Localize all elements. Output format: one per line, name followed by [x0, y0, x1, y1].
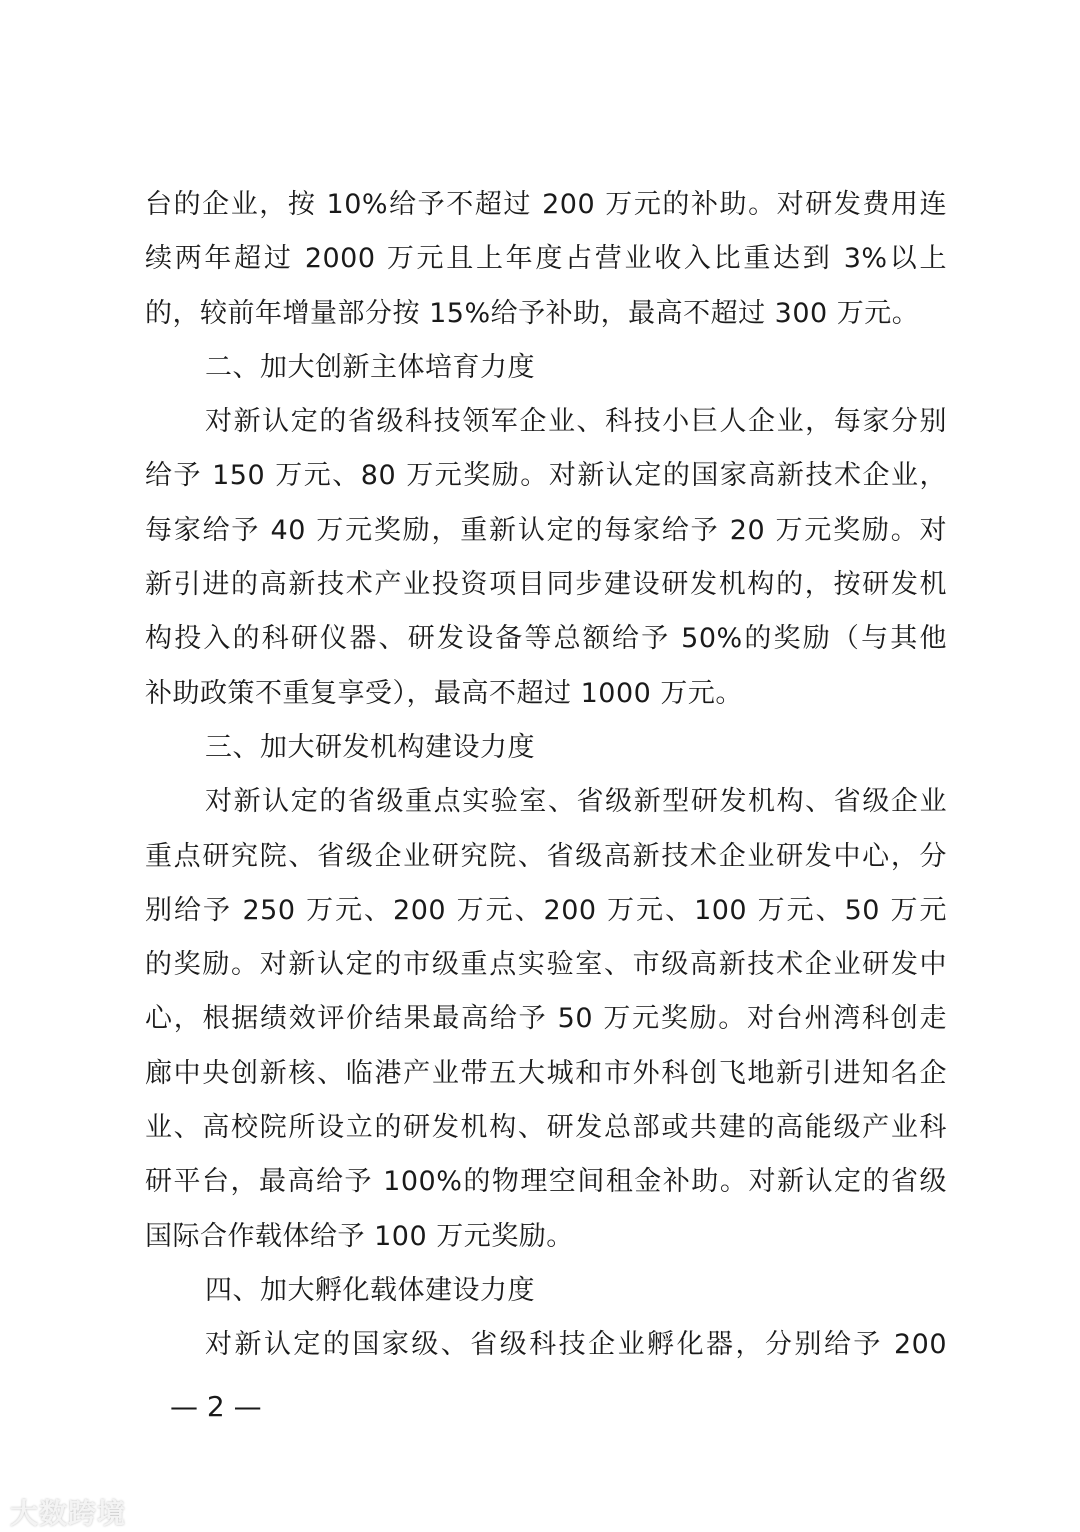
page-number: — 2 — [170, 1390, 262, 1423]
section-heading: 二、加大创新主体培育力度 [205, 351, 535, 383]
text-line: 构投入的科研仪器、研发设备等总额给予 50%的奖励（与其他 [145, 623, 947, 655]
text-line: 国际合作载体给予 100 万元奖励。 [145, 1220, 574, 1252]
text-line: 的，较前年增量部分按 15%给予补助，最高不超过 300 万元。 [145, 297, 920, 329]
document-body [145, 183, 947, 1378]
text-line: 补助政策不重复享受），最高不超过 1000 万元。 [145, 677, 743, 709]
text-line: 重点研究院、省级企业研究院、省级高新技术企业研发中心，分 [145, 840, 947, 872]
text-line: 每家给予 40 万元奖励，重新认定的每家给予 20 万元奖励。对 [145, 514, 947, 546]
section-heading: 三、加大研发机构建设力度 [205, 731, 535, 763]
text-line: 的奖励。对新认定的市级重点实验室、市级高新技术企业研发中 [145, 949, 947, 981]
text-line: 心，根据绩效评价结果最高给予 50 万元奖励。对台州湾科创走 [145, 1003, 947, 1035]
text-line: 对新认定的省级科技领军企业、科技小巨人企业，每家分别 [205, 406, 947, 438]
text-line: 台的企业，按 10%给予不超过 200 万元的补助。对研发费用连 [145, 189, 947, 220]
text-line: 研平台，最高给予 100%的物理空间租金补助。对新认定的省级 [145, 1166, 947, 1198]
text-line: 续两年超过 2000 万元且上年度占营业收入比重达到 3%以上 [145, 243, 947, 275]
text-line: 对新认定的省级重点实验室、省级新型研发机构、省级企业 [205, 786, 947, 818]
text-line: 业、高校院所设立的研发机构、研发总部或共建的高能级产业科 [145, 1112, 947, 1144]
text-line: 对新认定的国家级、省级科技企业孵化器，分别给予 200 [205, 1329, 947, 1361]
text-line: 新引进的高新技术产业投资项目同步建设研发机构的，按研发机 [145, 569, 947, 601]
text-line: 给予 150 万元、80 万元奖励。对新认定的国家高新技术企业， [145, 460, 947, 492]
watermark: 大数跨境 [10, 1497, 127, 1530]
text-line: 廊中央创新核、临港产业带五大城和市外科创飞地新引进知名企 [145, 1057, 947, 1089]
section-heading: 四、加大孵化载体建设力度 [205, 1274, 535, 1306]
text-line: 别给予 250 万元、200 万元、200 万元、100 万元、50 万元 [145, 894, 947, 926]
